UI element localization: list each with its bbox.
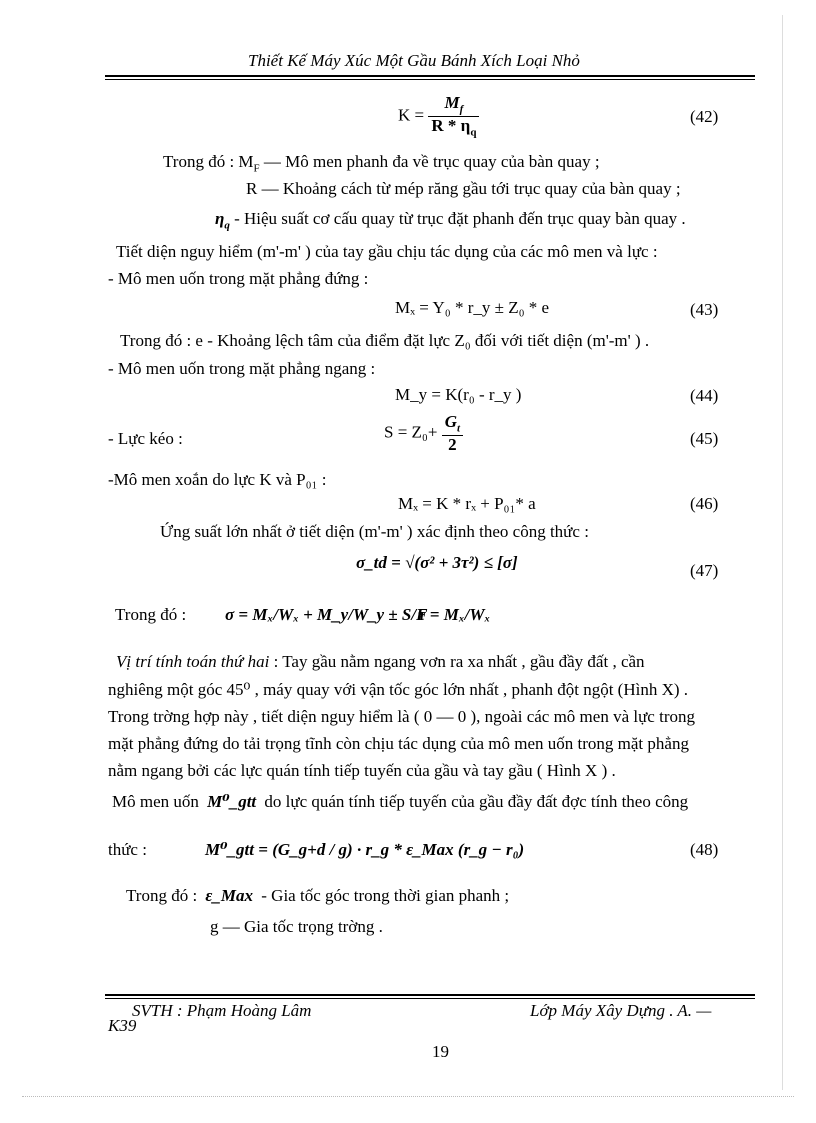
page-edge: [22, 1096, 794, 1097]
header-rule: [105, 75, 755, 77]
equation-number: (48): [690, 840, 719, 859]
list-item: - Lực kéo :: [108, 429, 183, 448]
equation-47: σ_td = √(σ² + 3τ²) ≤ [σ]: [356, 553, 518, 572]
where-label: Trong đó :: [115, 605, 187, 624]
paragraph-line: Trong trờng hợp này , tiết diện nguy hiểm là ( 0 — 0 ), ngoài các mô men và lực trong: [108, 707, 695, 726]
footer-class-cont: K39: [108, 1016, 137, 1035]
footer-rule: [105, 994, 755, 996]
paragraph: Ứng suất lớn nhất ở tiết diện (m'-m' ) xác định theo công thức :: [160, 522, 589, 541]
footer-rule-thin: [105, 998, 755, 999]
equation-number: (43): [690, 300, 719, 319]
equation-number: (42): [690, 107, 719, 126]
running-header: Thiết Kế Máy Xúc Một Gầu Bánh Xích Loại Nhỏ: [248, 51, 580, 70]
paragraph-line: mặt phẳng đứng do tải trọng tĩnh còn chịu tác dụng của mô men uốn trong mặt phẳng: [108, 734, 689, 753]
equation-number: (47): [690, 561, 719, 580]
footer-author: SVTH : Phạm Hoàng Lâm: [132, 1001, 312, 1020]
equation-46: Mₓ = K * rₓ + P₀₁* a: [398, 494, 536, 513]
where-line-2: R — Khoảng cách từ mép răng gầu tới trục quay của bàn quay ;: [246, 179, 681, 198]
paragraph: Tiết diện nguy hiểm (m'-m' ) của tay gầu chịu tác dụng của các mô men và lực :: [116, 242, 658, 261]
footer-class: Lớp Máy Xây Dựng . A. —: [530, 1001, 712, 1020]
equation-44: M_y = K(r₀ - r_y ): [395, 385, 522, 404]
where-line-3: $\eta_q$ - Hiệu suất cơ cấu quay từ trục đặt phanh đến trục quay bàn quay .: [215, 209, 686, 232]
list-item: - Mô men uốn trong mặt phẳng ngang :: [108, 359, 376, 378]
fraction: $\frac{M_f}{R * \eta_q}$: [428, 94, 479, 139]
header-rule-thin: [105, 79, 755, 80]
equation-lead: thức :: [108, 840, 147, 859]
where-line: Trong đó : e - Khoảng lệch tâm của điểm đặt lực Z₀ đối với tiết diện (m'-m' ) .: [120, 331, 650, 350]
where-line-1: Trong đó : $M_F$ — Mô men phanh đa về trục quay của bàn quay ;: [163, 152, 600, 175]
equation-43: Mₓ = Y₀ * r_y ± Z₀ * e: [395, 298, 550, 317]
equation-42: K = $\frac{M_f}{R * \eta_q}$: [398, 94, 479, 139]
equation-number: (46): [690, 494, 719, 513]
paragraph-line: Mô men uốn M⁰_gtt do lực quán tính tiếp tuyến của gầu đầy đất đợc tính theo công: [112, 792, 689, 811]
paragraph-line: Vị trí tính toán thứ hai : Tay gầu nằm ngang vơn ra xa nhất , gầu đầy đất , cần: [116, 652, 645, 671]
page-edge-vertical: [782, 15, 783, 1090]
equation-45: S = Z₀+ $\frac{G_t}{2}$: [384, 413, 463, 454]
equation-number: (45): [690, 429, 719, 448]
where-line: g — Gia tốc trọng trờng .: [210, 917, 383, 936]
equation-48: M⁰_gtt = (G_g+d / g) · r_g * ε_Max (r_g − r₀): [205, 840, 525, 859]
tau-formula: τ = Mₓ/Wₓ: [418, 605, 491, 624]
paragraph-line: nằm ngang bởi các lực quán tính tiếp tuyến của gầu và tay gầu ( Hình X ) .: [108, 761, 616, 780]
list-item: - Mô men uốn trong mặt phẳng đứng :: [108, 269, 369, 288]
fraction: $\frac{G_t}{2}$: [442, 413, 463, 454]
equation-number: (44): [690, 386, 719, 405]
sigma-formula: σ = Mₓ/Wₓ + M_y/W_y ± S/F: [225, 605, 428, 624]
page-number: 19: [432, 1042, 449, 1061]
paragraph-line: nghiêng một góc 45⁰ , máy quay với vận tốc góc lớn nhất , phanh đột ngột (Hình X) .: [108, 680, 689, 699]
where-line: Trong đó : ε_Max - Gia tốc góc trong thời gian phanh ;: [126, 886, 510, 905]
list-item: -Mô men xoắn do lực K và P₀₁ :: [108, 470, 327, 489]
